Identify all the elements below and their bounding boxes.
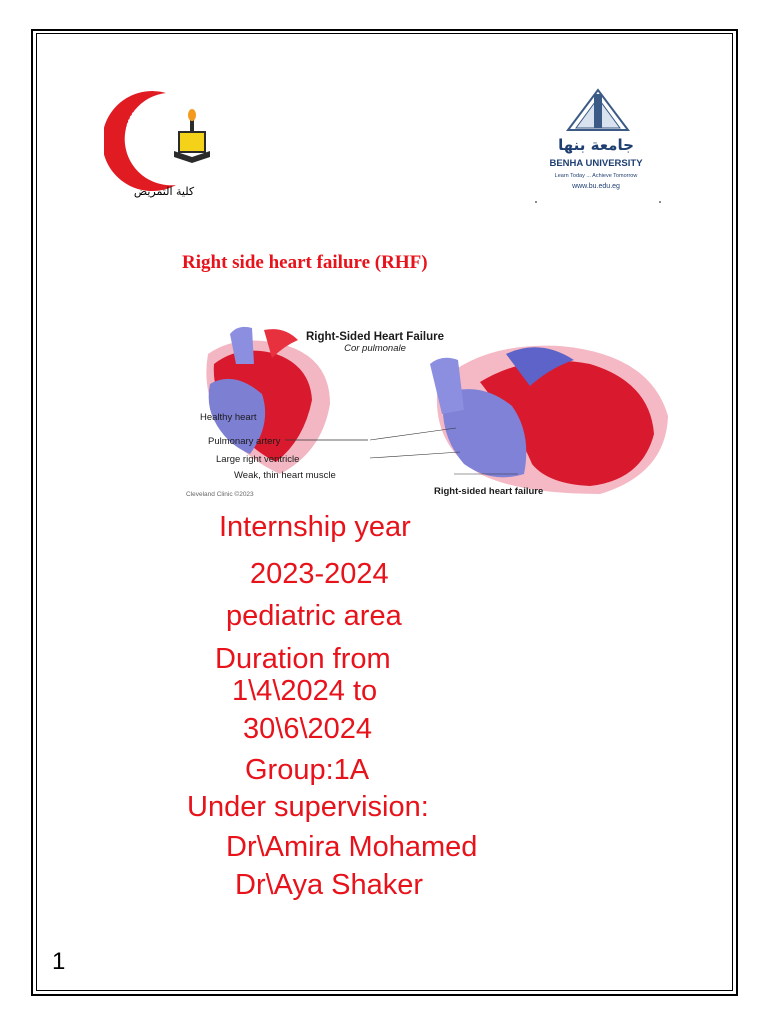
to-date: 30\6\2024 (243, 713, 373, 745)
label-right-sided-failure: Right-sided heart failure (434, 486, 544, 497)
right-logo-tagline: Learn Today ... Achieve Tomorrow (554, 173, 638, 179)
label-pulmonary-artery: Pulmonary artery (208, 436, 281, 447)
area-label: pediatric area (226, 600, 402, 632)
page-number: 1 (52, 948, 66, 975)
right-logo-url: www.bu.edu.eg (572, 183, 620, 190)
faculty-of-nursing-logo (104, 85, 236, 200)
internship-years-range: 2023-2024 (250, 558, 389, 590)
duration-label: Duration from (215, 643, 391, 675)
from-date: 1\4\2024 to (232, 675, 378, 707)
heart-failure-illustration (180, 324, 686, 500)
left-logo-arabic-text: كلية التمريض (133, 185, 195, 198)
supervision-label: Under supervision: (187, 791, 429, 823)
label-heart-muscle: Weak, thin heart muscle (234, 470, 336, 481)
internship-year: Internship year (219, 511, 411, 543)
label-healthy-heart: Healthy heart (200, 412, 257, 423)
supervisor-2: Dr\Aya Shaker (235, 869, 424, 901)
supervisor-1: Dr\Amira Mohamed (226, 831, 478, 863)
benha-university-logo (528, 86, 668, 204)
right-logo-name: BENHA UNIVERSITY (549, 158, 643, 169)
group-label: Group:1A (245, 754, 370, 786)
figure-credit: Cleveland Clinic ©2023 (186, 491, 254, 498)
right-logo-arabic-text: جامعة بنها (558, 136, 634, 154)
figure-subtitle: Cor pulmonale (344, 343, 406, 354)
label-right-ventricle: Large right ventricle (216, 454, 300, 465)
figure-title: Right-Sided Heart Failure (305, 331, 445, 343)
document-title: Right side heart failure (RHF) (182, 252, 428, 273)
